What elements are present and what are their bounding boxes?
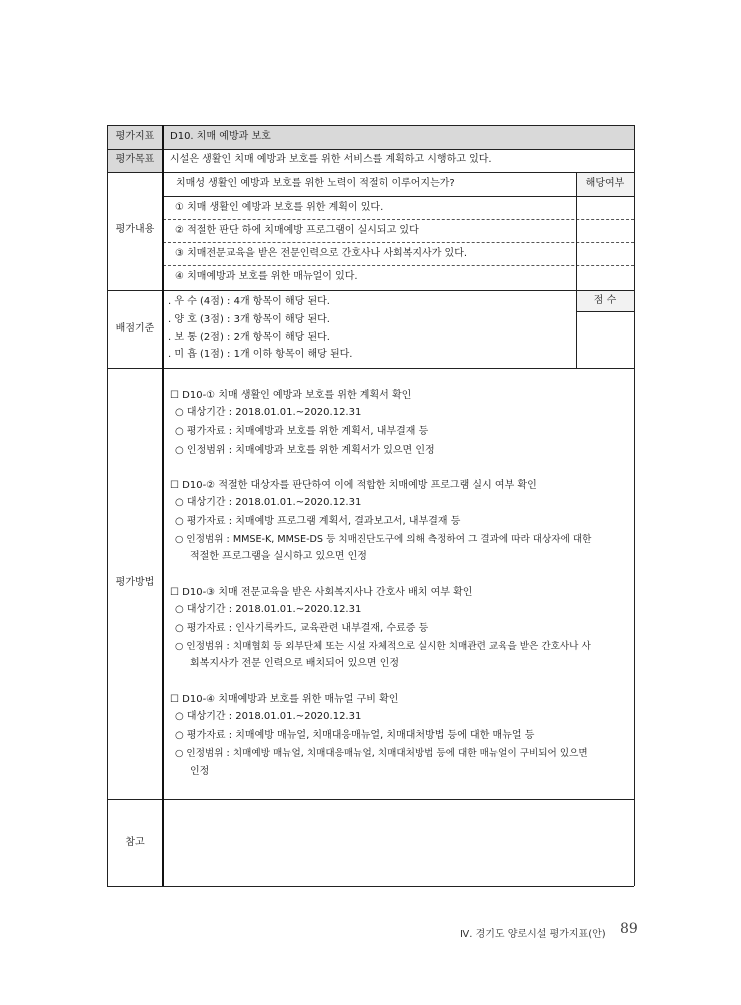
goal-value: 시설은 생활인 치매 예방과 보호를 위한 서비스를 계획하고 시행하고 있다. [170, 154, 492, 165]
content-item: ① 치매 생활인 예방과 보호를 위한 계획이 있다. [175, 202, 384, 213]
score-header: 점 수 [593, 295, 617, 306]
method-line: ○ 대상기간 : 2018.01.01.~2020.12.31 [175, 711, 362, 722]
footer-section-title: Ⅳ. 경기도 양로시설 평가지표(안) [460, 929, 606, 940]
method-line: 인정 [190, 766, 210, 777]
content-item: ② 적절한 판단 하에 치매예방 프로그램이 실시되고 있다 [175, 225, 419, 236]
method-line: ○ 평가자료 : 치매예방 매뉴얼, 치매대응매뉴얼, 치매대처방법 등에 대한 매뉴얼 등 [175, 730, 535, 741]
method-line: ○ 인정범위 : MMSE-K, MMSE-DS 등 치매진단도구에 의해 측정하여 그 결과에 따라 대상자에 대한 [175, 534, 592, 545]
method-group-title: ☐ D10-③ 치매 전문교육을 받은 사회복지사나 간호사 배치 여부 확인 [170, 587, 473, 598]
scoring-label: 배점기준 [115, 323, 155, 334]
method-line: 적절한 프로그램을 실시하고 있으면 인정 [190, 551, 367, 562]
page-number: 89 [620, 921, 638, 937]
method-line: ○ 인정범위 : 치매예방 매뉴얼, 치매대응매뉴얼, 치매대처방법 등에 대한 매뉴얼이 구비되어 있으면 [175, 748, 588, 759]
method-group-title: ☐ D10-① 치매 생활인 예방과 보호를 위한 계획서 확인 [170, 390, 412, 401]
method-line: ○ 평가자료 : 치매예방과 보호를 위한 계획서, 내부결재 등 [175, 426, 429, 437]
method-line: 회복지사가 전문 인력으로 배치되어 있으면 인정 [190, 658, 400, 669]
method-label: 평가방법 [115, 577, 155, 588]
content-item: ③ 치매전문교육을 받은 전문인력으로 간호사나 사회복지사가 있다. [175, 248, 468, 259]
method-line: ○ 대상기간 : 2018.01.01.~2020.12.31 [175, 604, 362, 615]
indicator-value: D10. 치매 예방과 보호 [170, 131, 271, 142]
method-line: ○ 평가자료 : 치매예방 프로그램 계획서, 결과보고서, 내부결재 등 [175, 516, 461, 527]
method-line: ○ 인정범위 : 치매협회 등 외부단체 또는 시설 자체적으로 실시한 치매관련 교육을 받은 간호사나 사 [175, 641, 591, 652]
method-group-title: ☐ D10-④ 치매예방과 보호를 위한 매뉴얼 구비 확인 [170, 694, 399, 705]
note-label: 참고 [125, 837, 145, 848]
method-line: ○ 인정범위 : 치매예방과 보호를 위한 계획서가 있으면 인정 [175, 445, 435, 456]
indicator-label: 평가지표 [115, 131, 155, 142]
method-line: ○ 대상기간 : 2018.01.01.~2020.12.31 [175, 407, 362, 418]
content-label: 평가내용 [115, 224, 155, 235]
scoring-criterion: . 미 흡 (1점) : 1개 이하 항목이 해당 된다. [168, 349, 353, 360]
method-line: ○ 대상기간 : 2018.01.01.~2020.12.31 [175, 497, 362, 508]
scoring-criterion: . 보 통 (2점) : 2개 항목이 해당 된다. [168, 332, 330, 343]
applicable-header: 해당여부 [585, 178, 625, 189]
scoring-criterion: . 우 수 (4점) : 4개 항목이 해당 된다. [168, 296, 330, 307]
method-line: ○ 평가자료 : 인사기록카드, 교육관련 내부결재, 수료증 등 [175, 623, 429, 634]
scoring-criterion: . 양 호 (3점) : 3개 항목이 해당 된다. [168, 314, 330, 325]
content-item: ④ 치매예방과 보호를 위한 매뉴얼이 있다. [175, 271, 358, 282]
method-group-title: ☐ D10-② 적절한 대상자를 판단하여 이에 적합한 치매예방 프로그램 실시 여부 확인 [170, 480, 537, 491]
goal-label: 평가목표 [115, 154, 155, 165]
content-question: 치매성 생활인 예방과 보호를 위한 노력이 적절히 이루어지는가? [176, 178, 455, 189]
